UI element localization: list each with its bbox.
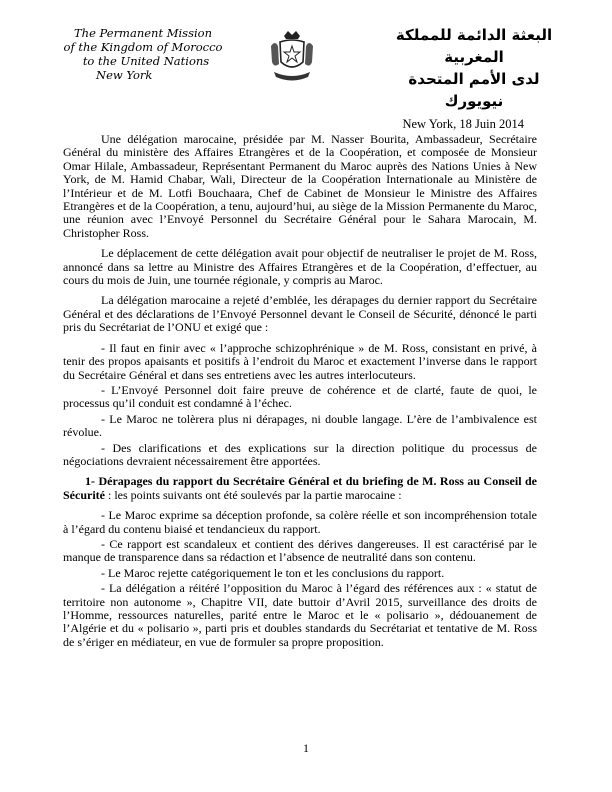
letterhead-line: to the United Nations bbox=[82, 54, 210, 68]
letterhead-english bbox=[58, 26, 228, 82]
letterhead-arabic bbox=[394, 24, 554, 112]
section-heading-intro: : les points suivants ont été soulevés par la partie marocaine : bbox=[104, 487, 402, 502]
letterhead-line: The Permanent Mission bbox=[74, 26, 212, 40]
letterhead-line: New York bbox=[96, 68, 153, 82]
demand-item: - Des clarifications et des explications sur la direction politique du processus de négociations devraient nécessairement être apportées. bbox=[63, 440, 537, 468]
section-point: - La délégation a réitéré l’opposition du Maroc à l’égard des références aux : « statut de territoire non autonome », Chapitre VII, date buttoir d’Avril 2015, surveillance des droits de l’Homme, ressources naturelles, parité entre le Maroc et le « polisario », dédouanement de l’Algérie et du « polisario », parti pris et doubles standards du Secrétariat et tentative de M. Ross de s’ériger en médiateur, en vue de formuler sa propre proposition. bbox=[63, 581, 537, 649]
section-point: - Le Maroc rejette catégoriquement le ton et les conclusions du rapport. bbox=[101, 565, 445, 580]
section-heading-title: 1- Dérapages du rapport du Secrétaire Général et du briefing de M. Ross au Conseil de Sécurité bbox=[63, 474, 537, 502]
paragraph: La délégation marocaine a rejeté d’emblée, les dérapages du dernier rapport du Secrétaire Général et des déclarations de l’Envoyé Personnel devant le Conseil de Sécurité, dénoncé le parti pris du Secrétariat de l’ONU et exigé que : bbox=[63, 293, 537, 335]
demand-item: - L’Envoyé Personnel doit faire preuve de cohérence et de clarté, faute de quoi, le processus qu’il conduit est condamné à l’échec. bbox=[63, 382, 537, 411]
letterhead-line: of the Kingdom of Morocco bbox=[63, 40, 223, 54]
letterhead-arabic-line: البعثة الدائمة للمملكة المغربية bbox=[395, 26, 553, 66]
paragraph: Le déplacement de cette délégation avait pour objectif de neutraliser le projet de M. Ross, annoncé dans sa lettre au Ministre des Affaires Etrangères et de la Coopération, d’effectuer, au cours du mois de Juin, une tournée régionale, y compris au Maroc. bbox=[63, 246, 537, 288]
letterhead bbox=[0, 22, 612, 110]
section-point: - Le Maroc exprime sa déception profonde, sa colère réelle et son incompréhension totale à l’égard du contenu biaisé et tendancieux du rapport. bbox=[63, 508, 537, 536]
demand-item: - Il faut en finir avec « l’approche schizophrénique » de M. Ross, consistant en privé, à tenir des propos apaisants et positifs à l’endroit du Maroc et exactement l’inverse dans le rapport du Secrétaire Général et dans ses entretiens avec les autres interlocuteurs. bbox=[63, 340, 537, 382]
document-body bbox=[63, 133, 537, 651]
section-heading bbox=[63, 475, 537, 502]
document-date: New York, 18 Juin 2014 bbox=[402, 117, 524, 131]
letterhead-arabic-line: لدى الأمم المتحدة bbox=[408, 70, 540, 88]
page-number: 1 bbox=[303, 741, 309, 755]
section-point: - Ce rapport est scandaleux et contient des dérives dangereuses. Il est caractérisé par le manque de transparence dans sa rédaction et l’absence de neutralité dans son contenu. bbox=[63, 536, 537, 565]
paragraph: Une délégation marocaine, présidée par M. Nasser Bourita, Ambassadeur, Secrétaire Général du ministère des Affaires Etrangères et de la Coopération, et composée de Monsieur Omar Hilale, Ambassadeur, Représentant Permanent du Maroc auprès des Nations Unies à New York, de M. Hamid Chabar, Wali, Directeur de la Coopération Internationale au Ministère de l’Intérieur et de M. Lotfi Bouchaara, Chef de Cabinet de Monsieur le Ministre des Affaires Etrangères et de la Coopération, a tenu, aujourd’hui, au siège de la Mission Permanente du Maroc, une réunion avec l’Envoyé Personnel du Secrétaire Général pour le Sahara Marocain, M. Christopher Ross. bbox=[63, 132, 537, 240]
moroccan-coat-of-arms-icon bbox=[266, 28, 318, 86]
letterhead-arabic-line: نيويورك bbox=[444, 92, 504, 110]
demand-item: - Le Maroc ne tolèrera plus ni dérapages, ni double langage. L’ère de l’ambivalence est révolue. bbox=[63, 411, 537, 440]
